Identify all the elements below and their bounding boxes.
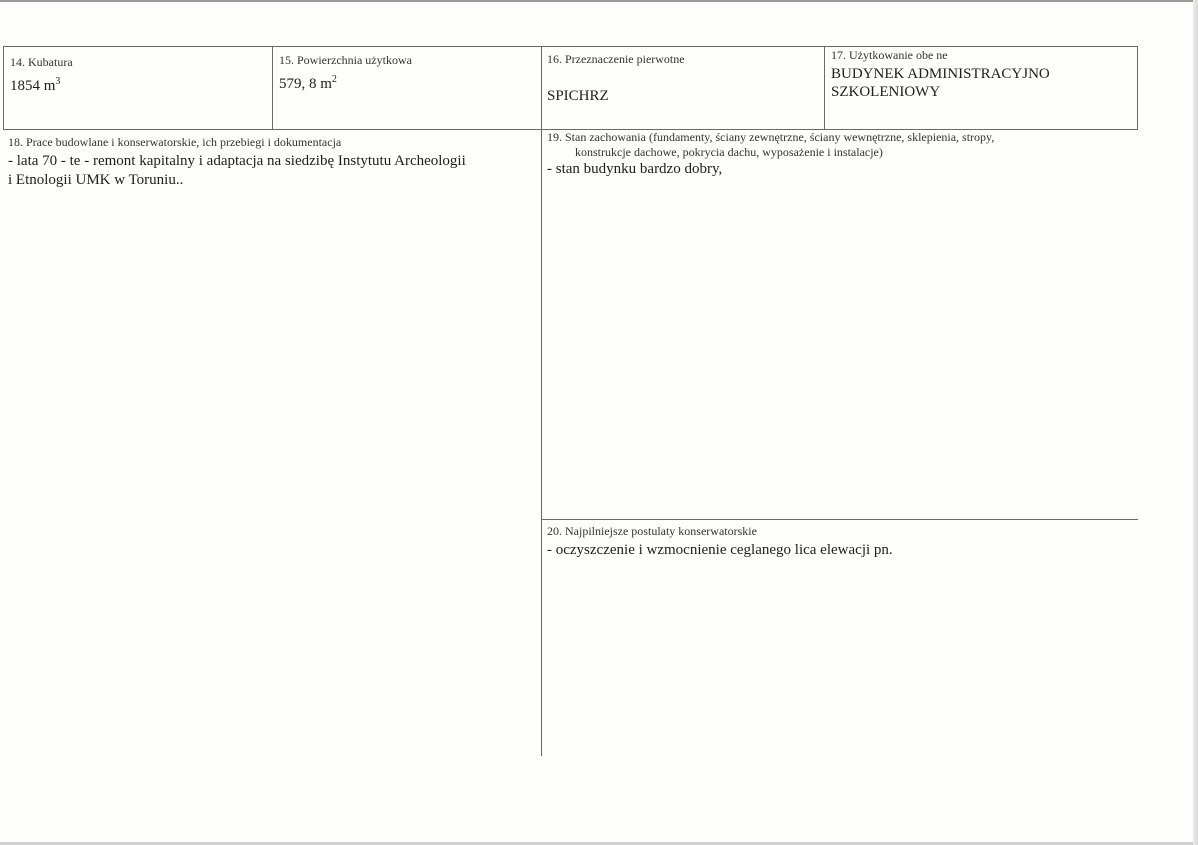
- kubatura-number: 1854 m: [10, 78, 56, 94]
- przeznaczenie-value: SPICHRZ: [547, 88, 609, 104]
- page-top-edge: [0, 0, 1198, 2]
- uzytkowanie-value-line1: BUDYNEK ADMINISTRACYJNO: [831, 66, 1050, 82]
- powierzchnia-label: 15. Powierzchnia użytkowa: [279, 53, 412, 67]
- uzytkowanie-label: 17. Użytkowanie obe ne: [831, 48, 948, 62]
- prace-note-line1: - lata 70 - te - remont kapitalny i adaptacja na siedzibę Instytutu Archeologii: [8, 153, 466, 169]
- form-right-border: [1137, 46, 1138, 130]
- page-right-edge: [1193, 0, 1198, 845]
- kubatura-value: [10, 77, 60, 95]
- section20-top-border: [541, 519, 1138, 520]
- uzytkowanie-value-line2: SZKOLENIOWY: [831, 84, 941, 100]
- stan-label-line1: 19. Stan zachowania (fundamenty, ściany zewnętrzne, ściany wewnętrzne, sklepienia, stropy,: [547, 130, 995, 144]
- form-left-border: [3, 46, 4, 130]
- stan-note: - stan budynku bardzo dobry,: [547, 161, 723, 177]
- divider-15-16: [541, 46, 542, 756]
- form-top-border: [3, 46, 1138, 47]
- postulaty-label: 20. Najpilniejsze postulaty konserwatorskie: [547, 524, 757, 538]
- kubatura-unit-exponent: 3: [55, 76, 61, 87]
- powierzchnia-value: [279, 75, 337, 93]
- kubatura-label: 14. Kubatura: [10, 55, 73, 69]
- powierzchnia-number: 579, 8 m: [279, 76, 332, 92]
- stan-label-line2: konstrukcje dachowe, pokrycia dachu, wyposażenie i instalacje): [575, 145, 883, 159]
- divider-14-15: [272, 46, 273, 130]
- przeznaczenie-label: 16. Przeznaczenie pierwotne: [547, 52, 685, 66]
- powierzchnia-unit-exponent: 2: [331, 74, 337, 85]
- prace-label: 18. Prace budowlane i konserwatorskie, ich przebiegi i dokumentacja: [8, 135, 342, 149]
- divider-16-17: [824, 46, 825, 130]
- prace-note-line2: i Etnologii UMK w Toruniu..: [8, 172, 184, 188]
- postulaty-note: - oczyszczenie i wzmocnienie ceglanego lica elewacji pn.: [547, 542, 893, 558]
